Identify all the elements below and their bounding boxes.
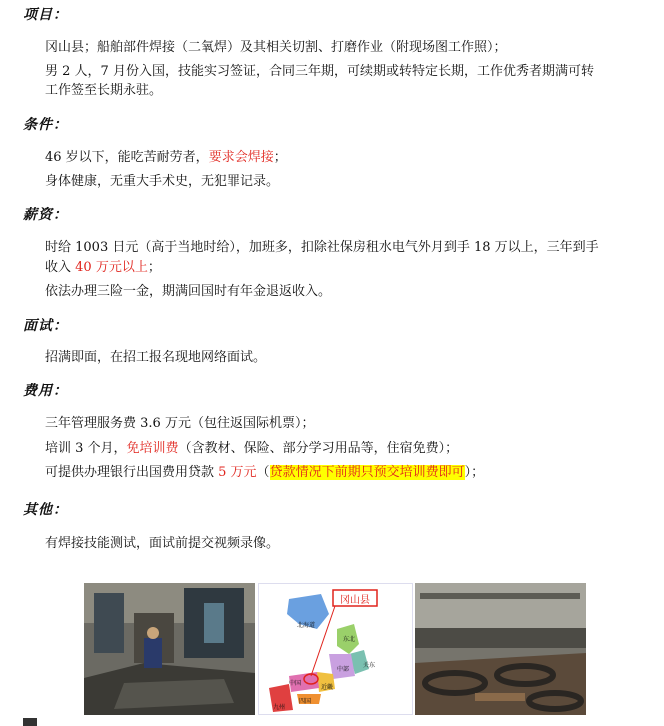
map-label-kanto: 关东 xyxy=(363,662,376,669)
cutoff-heading-fragment xyxy=(23,718,37,726)
salary-line-3: 依法办理三险一金，期满回国时有年金退返收入。 xyxy=(45,284,332,299)
section-heading-project: 项目： xyxy=(23,7,68,23)
punctuation: ）； xyxy=(464,465,485,480)
salary-line-1: 时给 1003 日元（高于当地时给），加班多，扣除社保房租水电气外月到手 18 万以上，三年到手 xyxy=(45,240,599,255)
fees-line-3 xyxy=(45,462,650,484)
punctuation: ； xyxy=(273,150,287,165)
free-training-text: 免培训费 xyxy=(126,441,179,456)
conditions-line-2: 身体健康，无重大手术史，无犯罪记录。 xyxy=(45,174,280,189)
highlighted-loan-note: 贷款情况下前期只预交培训费即可 xyxy=(269,465,465,480)
punctuation: ； xyxy=(147,260,161,275)
photo-strip xyxy=(84,583,586,715)
fees-text: 培训 3 个月， xyxy=(45,441,127,456)
workshop-photo-right xyxy=(415,583,586,715)
fees-line-1: 三年管理服务费 3.6 万元（包往返国际机票）； xyxy=(45,416,315,431)
section-heading-fees: 费用： xyxy=(23,383,68,399)
map-label-chubu: 中部 xyxy=(337,666,350,673)
loan-amount: 5 万元 xyxy=(218,465,257,480)
project-line-3: 工作签至长期永驻。 xyxy=(45,83,163,98)
map-label-kinki: 近畿 xyxy=(321,684,334,691)
fees-line-2 xyxy=(45,438,650,460)
project-line-2: 男 2 人，7 月份入国，技能实习签证，合同三年期，可续期或转特定长期，工作优秀者期满可转 xyxy=(45,64,594,79)
map-label-chugoku: 中国 xyxy=(289,680,302,687)
map-callout-label: 冈山县 xyxy=(340,595,370,606)
conditions-text: 46 岁以下，能吃苦耐劳者， xyxy=(45,150,209,165)
salary-line-2 xyxy=(45,257,650,279)
conditions-line-1 xyxy=(45,147,650,169)
salary-text: 收入 xyxy=(45,260,76,275)
map-label-kyushu: 九州 xyxy=(273,704,286,711)
salary-amount: 40 万元以上 xyxy=(75,260,148,275)
section-heading-interview: 面试： xyxy=(23,318,68,334)
project-line-1: 冈山县；船舶部件焊接（二氧焊）及其相关切割、打磨作业（附现场图工作照）； xyxy=(45,40,507,55)
section-heading-conditions: 条件： xyxy=(23,117,68,133)
welding-required-text: 要求会焊接 xyxy=(208,150,274,165)
workshop-photo-left xyxy=(84,583,255,715)
fees-text: （含教材、保险、部分学习用品等，住宿免费）； xyxy=(178,441,459,456)
section-heading-salary: 薪资： xyxy=(23,207,68,223)
other-line-1: 有焊接技能测试，面试前提交视频录像。 xyxy=(45,536,280,551)
fees-text: 可提供办理银行出国费用贷款 xyxy=(45,465,219,480)
map-label-hokkaido: 北海道 xyxy=(297,622,316,629)
punctuation: （ xyxy=(256,465,270,480)
map-label-shikoku: 四国 xyxy=(299,698,312,705)
interview-line-1: 招满即面，在招工报名现地网络面试。 xyxy=(45,350,267,365)
map-label-tohoku: 东北 xyxy=(343,636,356,643)
japan-map xyxy=(258,583,413,715)
section-heading-other: 其他： xyxy=(23,502,68,518)
